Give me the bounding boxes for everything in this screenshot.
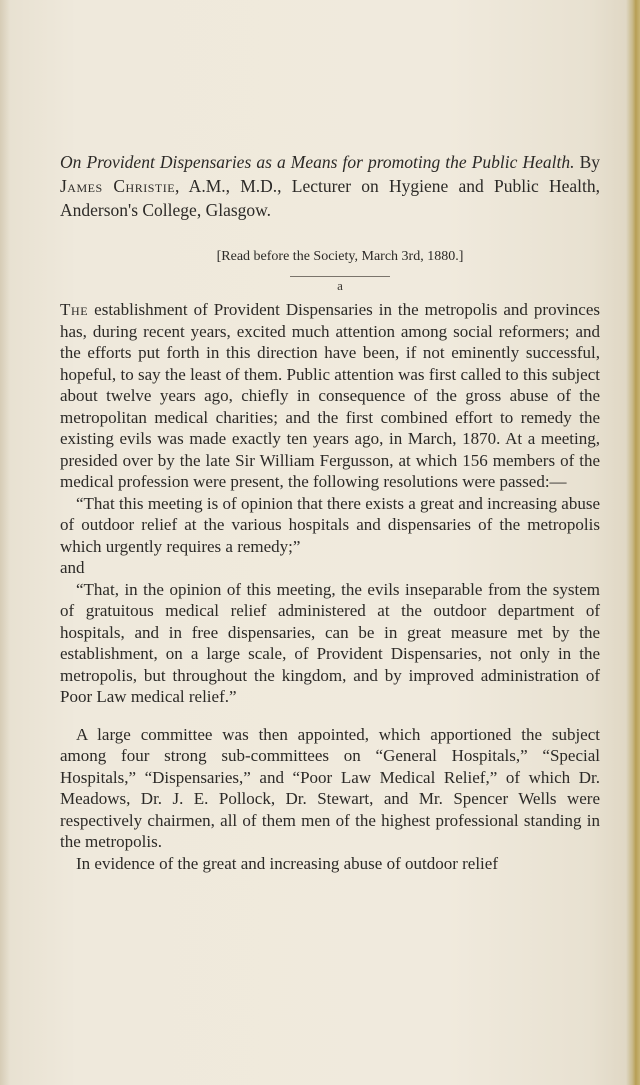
paragraph-gap bbox=[60, 708, 600, 724]
title-by: By bbox=[579, 152, 600, 172]
page-right-edge bbox=[626, 0, 640, 1085]
document-body bbox=[60, 150, 600, 874]
divider-rule bbox=[290, 276, 390, 277]
handwritten-mark: a bbox=[337, 278, 343, 293]
title-credentials: , A.M., M.D., Lecturer on Hygiene and Public Health, Anderson's College, Glasgow. bbox=[60, 176, 600, 220]
paragraph-intro-lead: The bbox=[60, 300, 89, 319]
resolution-quote-1: “That this meeting is of opinion that there exists a great and increasing abuse of outdoor relief at the various hospitals and dispensaries of the metropolis which urgently requires a remedy;” bbox=[60, 493, 600, 556]
paragraph-evidence: In evidence of the great and increasing abuse of outdoor relief bbox=[76, 853, 498, 873]
paragraph-intro-text: establishment of Provident Dispensaries in the metropolis and provinces has, during recent years, excited much attention among social reformers; and the efforts put forth in this direction have been, if not eminently successful, hopeful, to say the least of them. Public attention was first called to this subject about twelve years ago, chiefly in consequence of the gross abuse of the metropolitan medical charities; and the first combined effort to remedy the existing evils was made exactly ten years ago, in March, 1870. At a meeting, presided over by the late Sir William Fergusson, at which 156 members of the medical profession were present, the following resolutions were passed:— bbox=[60, 300, 600, 491]
paragraph-intro bbox=[60, 299, 600, 493]
article-title bbox=[60, 150, 600, 222]
and-connector: and bbox=[60, 558, 85, 577]
paragraph-committee: A large committee was then appointed, which apportioned the subject among four strong sub-committees on “General Hospitals,” “Special Hospitals,” “Dispensaries,” and “Poor Law Medical Relief,” of which Dr. Meadows, Dr. J. E. Pollock, Dr. Stewart, and Mr. Spencer Wells were respectively chairmen, all of them men of the highest professional standing in the metropolis. bbox=[60, 724, 600, 851]
title-author: James Christie bbox=[60, 176, 176, 196]
read-note: [Read before the Society, March 3rd, 1880.] bbox=[216, 249, 464, 264]
page-left-shadow bbox=[0, 0, 10, 1085]
title-text: On Provident Dispensaries as a Means for promoting the Public Health. bbox=[60, 152, 575, 172]
resolution-quote-2: “That, in the opinion of this meeting, the evils inseparable from the system of gratuitous medical relief administered at the outdoor department of hospitals, and in free dispensaries, can be in great measure met by the establishment, on a large scale, of Provident Dispensaries, not only in the metropolis, but throughout the kingdom, and by improved administration of Poor Law medical relief.” bbox=[60, 579, 600, 706]
